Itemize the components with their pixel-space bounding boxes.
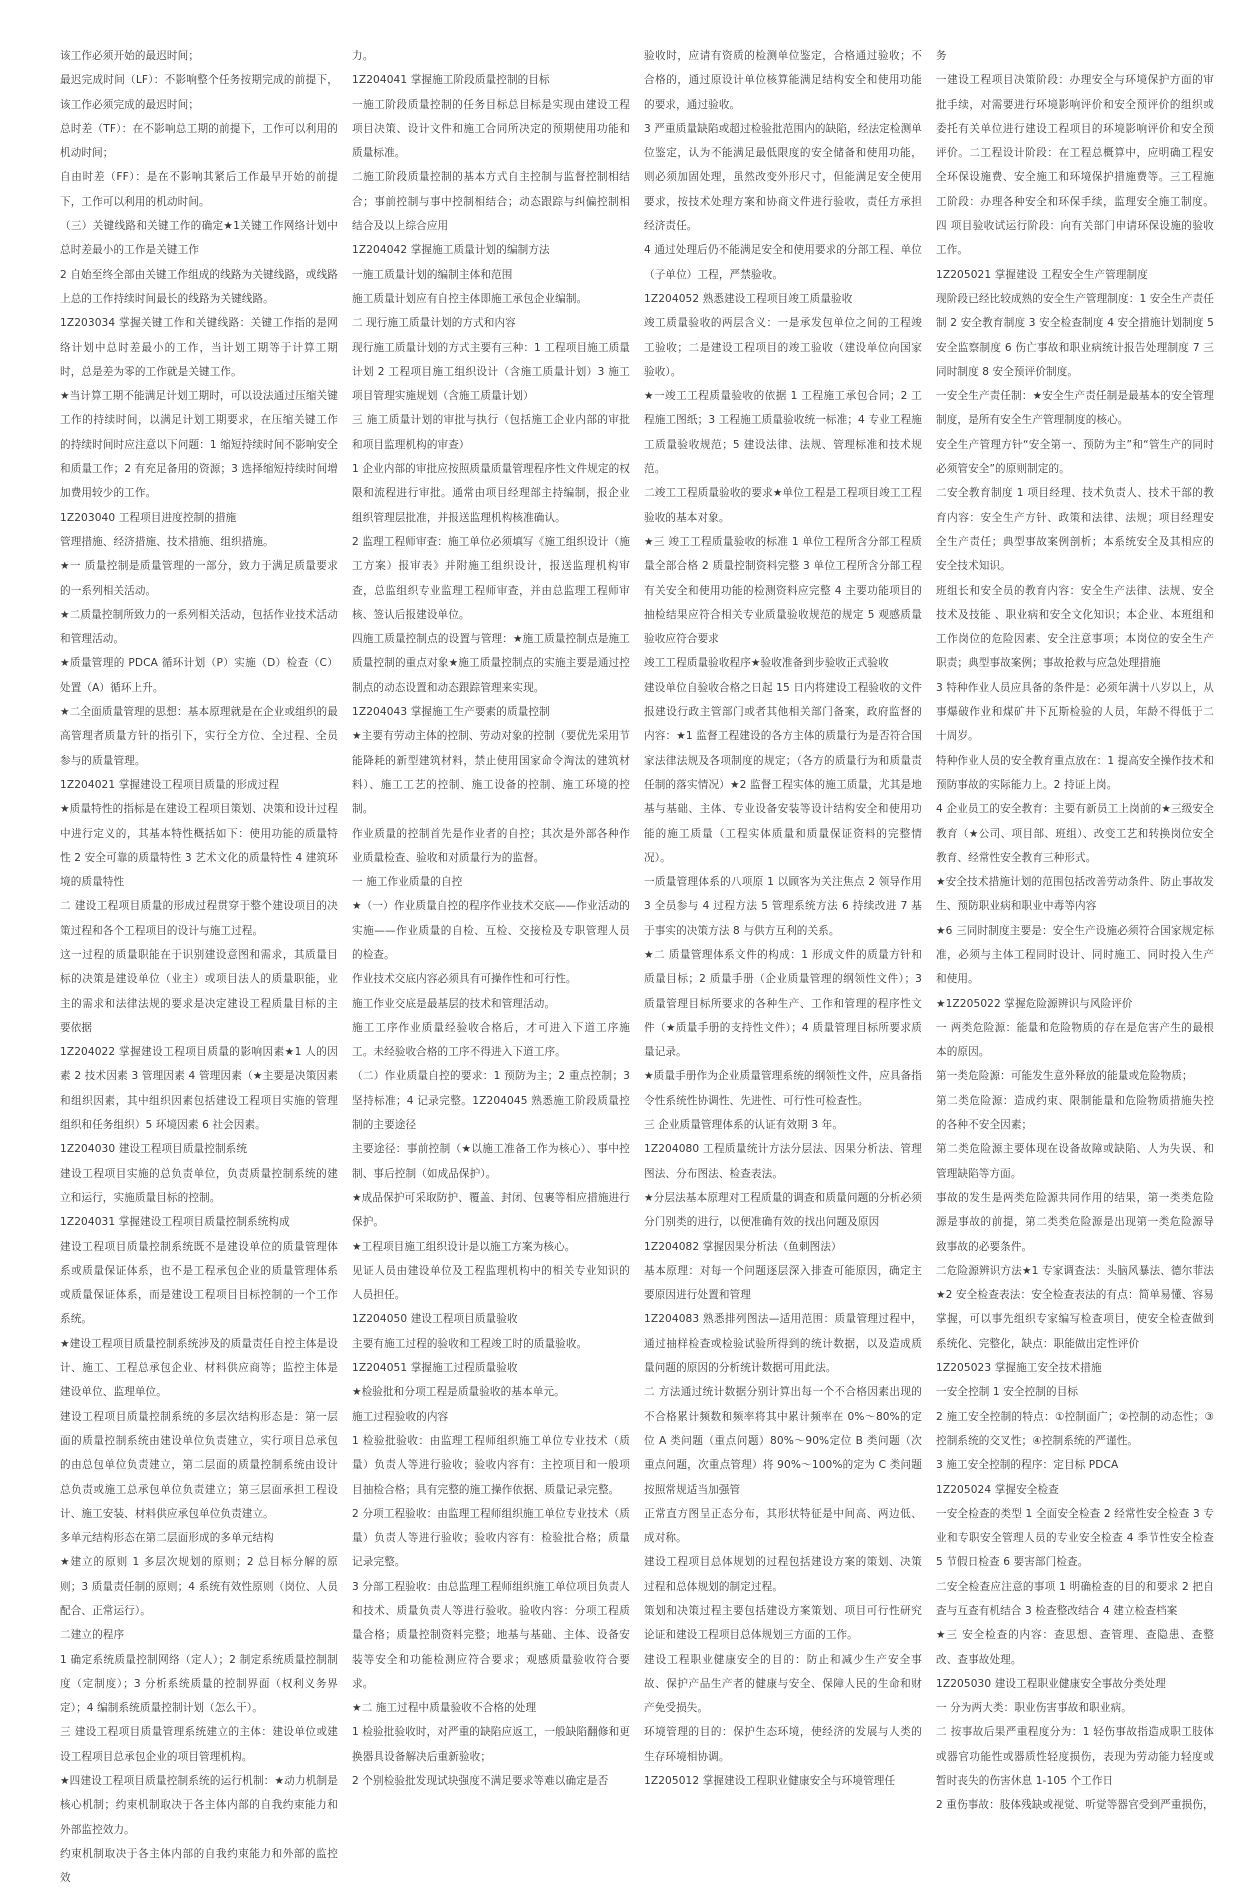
paragraph: 1Z204031 掌握建设工程项目质量控制系统构成 bbox=[60, 1216, 290, 1229]
paragraph: ★三 安全检查的内容：查思想、查管理、查隐患、查整改、查事故处理。 bbox=[936, 1629, 1214, 1666]
paragraph: 该工作必须开始的最迟时间； bbox=[60, 50, 200, 62]
paragraph: ★分层法基本原理对工程质量的调查和质量问题的分析必须分门别类的进行，以便准确有效的找出问题及原因 bbox=[644, 1191, 922, 1229]
paragraph: 作业质量的控制首先是作业者的自控；其次是外部各种作业质量检查、验收和对质量行为的监督。 bbox=[352, 827, 630, 864]
paragraph: 施工过程验收的内容 bbox=[352, 1410, 449, 1423]
paragraph: 第二类危险源：造成约束、限制能量和危险物质措施失控的各种不安全因素； bbox=[936, 1094, 1214, 1132]
paragraph: 自由时差（FF）：是在不影响其紧后工作最早开始的前提下，工作可以利用的机动时间。 bbox=[60, 171, 338, 208]
paragraph: ★四建设工程项目质量控制系统的运行机制：★动力机制是核心机制；约束机制取决于各主体内部的自我约束能力和外部监控效力。 bbox=[60, 1775, 338, 1836]
paragraph: ★安全技术措施计划的范围包括改善劳动条件、防止事故发生、预防职业病和职业中毒等内容 bbox=[936, 876, 1214, 913]
paragraph: 施工作业交底是最基层的技术和管理活动。 bbox=[352, 997, 556, 1010]
paragraph: 建设工程项目质量控制系统既不是建设单位的质量管理体系或质量保证体系，也不是工程承包企业的质量管理体系或质量保证体系，而是建设工程项目目标控制的一个工作系统。 bbox=[60, 1240, 338, 1326]
paragraph: 验收时，应请有资质的检测单位鉴定，合格通过验收；不合格的，通过原设计单位核算能满足结构安全和使用功能的要求，通过验收。 bbox=[644, 50, 922, 111]
paragraph: ★6 三同时制度主要是：安全生产设施必须符合国家规定标准，必须与主体工程同时设计、同时施工、同时投入生产和使用。 bbox=[936, 924, 1214, 986]
paragraph: ★二质量控制所致力的一系列相关活动，包括作业技术活动和管理活动。 bbox=[60, 608, 338, 646]
text-column-1 bbox=[60, 44, 338, 1885]
paragraph: 作业技术交底内容必须具有可操作性和可行性。 bbox=[352, 973, 577, 986]
paragraph: 3 特种作业人员应具备的条件是：必须年满十八岁以上，从事爆破作业和煤矿井下瓦斯检验的人员，年龄不得低于二十周岁。 bbox=[936, 681, 1214, 743]
paragraph: 建设工程项目总体规划的过程包括建设方案的策划、决策过程和总体规划的制定过程。 bbox=[644, 1556, 922, 1593]
paragraph: 2 个别检验批发现试块强度不满足要求等难以确定是否 bbox=[352, 1775, 609, 1788]
paragraph: 约束机制取决于各主体内部的自我约束能力和外部的监控效 bbox=[60, 1847, 338, 1885]
text-column-2 bbox=[352, 44, 630, 1788]
paragraph: 1Z204050 建设工程项目质量验收 bbox=[352, 1313, 518, 1326]
paragraph: 1Z204021 掌握建设工程项目质量的形成过程 bbox=[60, 778, 280, 791]
paragraph: ★当计算工期不能满足计划工期时，可以设法通过压缩关键工作的持续时间，以满足计划工期要求，在压缩关键工作的持续时间时应注意以下问题：1 缩短持续时间不影响安全和质量工作；2 有充足备用的资源；3 选择缩短持续时间增加费用较少的工作。 bbox=[60, 390, 338, 500]
paragraph: 事故的发生是两类危险源共同作用的结果，第一类类危险源是事故的前提，第二类类危险源是出现第一类危险源导致事故的必要条件。 bbox=[936, 1191, 1214, 1253]
paragraph: 2 自始至终全部由关键工作组成的线路为关键线路，或线路上总的工作持续时间最长的线路为关键线路。 bbox=[60, 268, 338, 305]
paragraph: 3 严重质量缺陷或超过检验批范围内的缺陷，经法定检测单位鉴定，认为不能满足最低限度的安全储备和使用功能，则必须加固处理，虽然改变外形尺寸，但能满足安全使用要求，按技术处理方案和协商文件进行验收，责任方承担经济责任。 bbox=[644, 122, 922, 233]
paragraph: 1 确定系统质量控制网络（定人）；2 制定系统质量控制制度（定制度）；3 分析系统质量的控制界面（权利义务界定）；4 编制系统质量控制计划（怎么干）。 bbox=[60, 1653, 338, 1715]
paragraph: 第一类危险源：可能发生意外释放的能量或危险物质； bbox=[936, 1070, 1193, 1083]
paragraph: 一施工质量计划的编制主体和范围 bbox=[352, 268, 513, 281]
paragraph: ★质量手册作为企业质量管理系统的纲领性文件，应具备指令性系统性协调性、先进性、可行性可检查性。 bbox=[644, 1070, 922, 1107]
paragraph: 一安全生产责任制：★安全生产责任制是最基本的安全管理制度，是所有安全生产管理制度的核心。 bbox=[936, 390, 1214, 427]
paragraph: 建设单位自验收合格之日起 15 日内将建设工程验收的文件报建设行政主管部门或者其他相关部门备案，政府监督的内容：★1 监督工程建设的各方主体的质量行为是否符合国家法律法规及各项制度的规定；（各方的质量行为和质量责任制的落实情况）★2 监督工程实体的施工质量，尤其是地基与基础、主体、专业设备安装等设计结构安全和使用功能的施工质量（工程实体质量和质量保证资料的完整情况）。 bbox=[644, 681, 922, 864]
paragraph: 4 通过处理后仍不能满足安全和使用要求的分部工程、单位（子单位）工程，严禁验收。 bbox=[644, 244, 922, 281]
paragraph: 1Z205030 建设工程职业健康安全事故分类处理 bbox=[936, 1677, 1166, 1690]
paragraph: 1Z205012 掌握建设工程职业健康安全与环境管理任 bbox=[644, 1775, 896, 1788]
paragraph: 1Z204043 掌握施工生产要素的质量控制 bbox=[352, 706, 550, 719]
paragraph: 策划和决策过程主要包括建设方案策划、项目可行性研究论证和建设工程项目总体规划三方面的工作。 bbox=[644, 1605, 922, 1642]
paragraph: 二安全检查应注意的事项 1 明确检查的目的和要求 2 把自查与互查有机结合 3 检查整改结合 4 建立检查档案 bbox=[936, 1580, 1214, 1617]
paragraph: ★成品保护可采取防护、覆盖、封闭、包裹等相应措施进行保护。 bbox=[352, 1191, 630, 1229]
paragraph: 现阶段已经比较成熟的安全生产管理制度：1 安全生产责任制 2 安全教育制度 3 安全检查制度 4 安全措施计划制度 5 安全监察制度 6 伤亡事故和职业病统计报告处理制度 7 三同时制度 8 安全预评价制度。 bbox=[936, 292, 1214, 378]
paragraph: 一质量管理体系的八项原 1 以顾客为关注焦点 2 领导作用 3 全员参与 4 过程方法 5 管理系统方法 6 持续改进 7 基于事实的决策方法 8 与供方互利的关系。 bbox=[644, 876, 922, 937]
paragraph: 一安全检查的类型 1 全面安全检查 2 经常性安全检查 3 专业和专职安全管理人员的专业安全检查 4 季节性安全检查 5 节假日检查 6 要害部门检查。 bbox=[936, 1507, 1214, 1569]
paragraph: 二 方法通过统计数据分别计算出每一个不合格因素出现的不合格累计频数和频率将其中累计频率在 0%～80%的定位 A 类问题（重点问题）80%～90%定位 B 类问题（次重点问题，次重点管理）将 90%～100%的定为 C 类问题按照常规适当加强管 bbox=[644, 1386, 922, 1496]
paragraph: ★三 竣工工程质量验收的标准 1 单位工程所含分部工程质量全部合格 2 质量控制资料完整 3 单位工程所含分部工程有关安全和使用功能的检测资料应完整 4 主要功能项目的抽检结果应符合相关专业质量验收规范的规定 5 观感质量验收应符合要求 bbox=[644, 535, 922, 646]
paragraph: 一建设工程项目决策阶段：办理安全与环境保护方面的审批手续，对需要进行环境影响评价和安全预评价的组织或委托有关单位进行建设工程项目的环境影响评价和安全预评价。二工程设计阶段：在工程总概算中，应明确工程安全环保设施费、安全施工和环境保护措施费等。三工程施工阶段：办理各种安全和环保手续，监理安全施工制度。四 项目验收试运行阶段：向有关部门申请环保设施的验收工作。 bbox=[936, 74, 1214, 257]
paragraph: 主要途径：事前控制（★以施工准备工作为核心）、事中控制、事后控制（如成品保护）。 bbox=[352, 1143, 630, 1180]
paragraph: 1Z204051 掌握施工过程质量验收 bbox=[352, 1362, 518, 1375]
paragraph: 二 建设工程项目质量的形成过程贯穿于整个建设项目的决策过程和各个工程项目的设计与施工过程。 bbox=[60, 900, 338, 937]
paragraph: 现行施工质量计划的方式主要有三种：1 工程项目施工质量计划 2 工程项目施工组织设计（含施工质量计划）3 施工项目管理实施规划（含施工质量计划） bbox=[352, 341, 630, 403]
paragraph: ★二全面质量管理的思想：基本原理就是在企业或组织的最高管理者质量方针的指引下，实行全方位、全过程、全员参与的质量管理。 bbox=[60, 706, 338, 767]
paragraph: ★工程项目施工组织设计是以施工方案为核心。 bbox=[352, 1240, 576, 1253]
paragraph: 1Z204083 熟悉排列图法—适用范围：质量管理过程中，通过抽样检查或检验试验所得到的统计数据，以及造成质量问题的原因的分析统计数据可用此法。 bbox=[644, 1313, 922, 1375]
paragraph: 二 按事故后果严重程度分为：1 轻伤事故指造成职工肢体或器官功能性或器质性轻度损伤，表现为劳动能力轻度或暂时丧失的伤害休息 1-105 个工作日 bbox=[936, 1726, 1214, 1788]
text-column-4 bbox=[936, 44, 1214, 1812]
paragraph: 建设工程项目质量控制系统的多层次结构形态是：第一层面的质量控制系统由建设单位负责建立，实行项目总承包的由总包单位负责建立，第二层面的质量控制系统由设计总负责或施工总承包单位负责建立；第三层面承担工程设计、施工安装、材料供应承包单位负责建立。 bbox=[60, 1410, 338, 1520]
paragraph: ★一竣工工程质量验收的依据 1 工程施工承包合同；2 工程施工图纸；3 工程施工质量验收统一标准；4 专业工程施工质量验收规范；5 建设法律、法规、管理标准和技术规范。 bbox=[644, 390, 922, 476]
paragraph: ★1Z205022 掌握危险源辨识与风险评价 bbox=[936, 997, 1133, 1010]
paragraph: 总时差（TF）：在不影响总工期的前提下，工作可以利用的机动时间； bbox=[60, 122, 338, 160]
paragraph: 1Z204080 工程质量统计方法分层法、因果分析法、管理图法、分布图法、检查表法。 bbox=[644, 1143, 922, 1180]
paragraph: 务 bbox=[936, 50, 947, 62]
paragraph: 3 施工安全控制的程序：定目标 PDCA bbox=[936, 1459, 1119, 1472]
paragraph: 2 重伤事故：肢体残缺或视觉、听觉等器官受到严重损伤， bbox=[936, 1799, 1214, 1812]
paragraph: 一 施工作业质量的自控 bbox=[352, 876, 463, 889]
paragraph: ★建立的原则 1 多层次规划的原则；2 总目标分解的原则；3 质量责任制的原则；4 系统有效性原则（岗位、人员配合、正常运行）。 bbox=[60, 1556, 338, 1617]
paragraph: ★检验批和分项工程是质量验收的基本单元。 bbox=[352, 1386, 565, 1399]
paragraph: 二危险源辨识方法★1 专家调查法：头脑风暴法、德尔菲法★2 安全检查表法：安全检查表法的有点：简单易懂、容易掌握，可以事先组织专家编写检查项目，使安全检查做到系统化、完整化，缺点：职能做出定性评价 bbox=[936, 1264, 1214, 1350]
paragraph: 二安全教育制度 1 项目经理、技术负责人、技术干部的教育内容：安全生产方针、政策和法律、法规；项目经理安全生产责任；典型事故案例剖析；本系统安全及其相应的安全技术知识。 bbox=[936, 487, 1214, 573]
paragraph: 1Z205024 掌握安全检查 bbox=[936, 1483, 1059, 1496]
paragraph: 2 分项工程验收：由监理工程师组织施工单位专业技术（质量）负责人等进行验收；验收内容有：检验批合格；质量记录完整。 bbox=[352, 1507, 630, 1569]
paragraph: 三 建设工程项目质量管理系统建立的主体：建设单位或建设工程项目总承包企业的项目管理机构。 bbox=[60, 1726, 338, 1763]
paragraph: 4 企业员工的安全教育：主要有新员工上岗前的★三级安全教育（★公司、项目部、班组）、改变工艺和转换岗位安全教育、经常性安全教育三种形式。 bbox=[936, 803, 1214, 864]
paragraph: ★质量特性的指标是在建设工程项目策划、决策和设计过程中进行定义的，其基本特性概括如下：使用功能的质量特性 2 安全可靠的质量特性 3 艺术文化的质量特性 4 建筑环境的质量特性 bbox=[60, 803, 338, 889]
paragraph: 1Z205023 掌握施工安全技术措施 bbox=[936, 1362, 1102, 1375]
paragraph: 二 现行施工质量计划的方式和内容 bbox=[352, 317, 516, 330]
paragraph: 施工工序作业质量经验收合格后，才可进入下道工序施工。未经验收合格的工序不得进入下道工序。 bbox=[352, 1021, 630, 1059]
paragraph: 一 两类危险源：能量和危险物质的存在是危害产生的最根本的原因。 bbox=[936, 1021, 1214, 1059]
text-column-3 bbox=[644, 44, 922, 1788]
paragraph: 二竣工工程质量验收的要求★单位工程是工程项目竣工工程验收的基本对象。 bbox=[644, 487, 922, 524]
paragraph: 安全生产管理方针“安全第一、预防为主”和“管生产的同时必须管安全”的原则制定的。 bbox=[936, 438, 1214, 476]
paragraph: 一施工阶段质量控制的任务目标总目标是实现由建设工程项目决策、设计文件和施工合同所决定的预期使用功能和质量标准。 bbox=[352, 98, 630, 160]
paragraph: 三 企业质量管理体系的认证有效期 3 年。 bbox=[644, 1119, 844, 1132]
paragraph: 建设工程职业健康安全的目的：防止和减少生产安全事故、保护产品生产者的健康与安全、保障人民的生命和财产免受损失。 bbox=[644, 1653, 922, 1715]
paragraph: 1Z204022 掌握建设工程项目质量的影响因素★1 人的因素 2 技术因素 3 管理因素 4 管理因素（★主要是决策因素和组织因素，其中组织因素包括建设工程项目实施的管理组织和任务组织）5 环境因素 6 社会因素。 bbox=[60, 1046, 338, 1132]
paragraph: 竣工质量验收的两层含义：一是承发包单位之间的工程竣工验收；二是建设工程项目的竣工验收（建设单位向国家验收）。 bbox=[644, 317, 922, 378]
paragraph: 3 分部工程验收：由总监理工程师组织施工单位项目负责人和技术、质量负责人等进行验收。验收内容：分项工程质量合格；质量控制资料完整；地基与基础、主体、设备安装等安全和功能检测应符合要求；观感质量验收符合要求。 bbox=[352, 1580, 630, 1690]
document-page bbox=[60, 44, 1250, 1885]
paragraph: 管理措施、经济措施、技术措施、组织措施。 bbox=[60, 535, 274, 548]
paragraph: 一 分为两大类：职业伤害事故和职业病。 bbox=[936, 1702, 1132, 1715]
paragraph: 1Z203034 掌握关键工作和关键线路：关键工作指的是网络计划中总时差最小的工作，当计划工期等于计算工期时，总是差为零的工作就是关键工作。 bbox=[60, 317, 338, 378]
paragraph: 二建立的程序 bbox=[60, 1629, 125, 1642]
paragraph: 二施工阶段质量控制的基本方式自主控制与监督控制相结合；事前控制与事中控制相结合；动态跟踪与纠偏控制相结合及以上综合应用 bbox=[352, 171, 630, 233]
paragraph: 2 监理工程师审查：施工单位必须填写《施工组织设计（施工方案）报审表》并附施工组织设计，报送监理机构审查，总监组织专业监理工程师审查，并由总监理工程师审核、签认后报建设单位。 bbox=[352, 535, 630, 621]
paragraph: ★建设工程项目质量控制系统涉及的质量责任自控主体是设计、施工、工程总承包企业、材料供应商等；监控主体是建设单位、监理单位。 bbox=[60, 1337, 338, 1399]
paragraph: ★一 质量控制是质量管理的一部分，致力于满足质量要求的一系列相关活动。 bbox=[60, 560, 338, 597]
paragraph: 1Z204041 掌握施工阶段质量控制的目标 bbox=[352, 74, 550, 87]
paragraph: 环境管理的目的：保护生态环境，使经济的发展与人类的生存环境相协调。 bbox=[644, 1726, 922, 1763]
paragraph: ★质量管理的 PDCA 循环计划（P）实施（D）检查（C）处置（A）循环上升。 bbox=[60, 657, 338, 694]
paragraph: 一安全控制 1 安全控制的目标 bbox=[936, 1386, 1079, 1399]
paragraph: 正常直方图呈正态分布，其形状特征是中间高、两边低、成对称。 bbox=[644, 1507, 922, 1545]
paragraph: 1Z204030 建设工程项目质量控制系统 bbox=[60, 1143, 248, 1156]
paragraph: 最迟完成时间（LF）：不影响整个任务按期完成的前提下，该工作必须完成的最迟时间； bbox=[60, 74, 338, 111]
paragraph: 施工质量计划应有自控主体即施工承包企业编制。 bbox=[352, 292, 588, 305]
paragraph: 1 企业内部的审批应按照质量质量管理程序性文件规定的权限和流程进行审批。通常由项目经理部主持编制，报企业组织管理层批准，并报送监理机构核准确认。 bbox=[352, 463, 630, 524]
paragraph: 竣工工程质量验收程序★验收准备到步验收正式验收 bbox=[644, 657, 889, 670]
paragraph: 力。 bbox=[352, 50, 374, 62]
paragraph: 1Z203040 工程项目进度控制的措施 bbox=[60, 511, 237, 524]
paragraph: （三）关键线路和关键工作的确定★1关键工作网络计划中总时差最小的工作是关键工作 bbox=[60, 220, 338, 257]
paragraph: ★二 质量管理体系文件的构成：1 形成文件的质量方针和质量目标；2 质量手册（企业质量管理的纲领性文件）；3 质量管理目标所要求的各种生产、工作和管理的程序性文件（★质量手册的支持性文件）；4 质量管理目标所要求质量记录。 bbox=[644, 948, 922, 1059]
paragraph: 特种作业人员的安全教育重点放在：1 提高安全操作技术和预防事故的实际能力上。2 持证上岗。 bbox=[936, 754, 1214, 791]
paragraph: 1Z204042 掌握施工质量计划的编制方法 bbox=[352, 244, 550, 257]
paragraph: 三 施工质量计划的审批与执行（包括施工企业内部的审批和项目监理机构的审查） bbox=[352, 414, 630, 451]
paragraph: 第二类危险源主要体现在设备故障或缺陷、人为失误、和管理缺陷等方面。 bbox=[936, 1143, 1214, 1180]
paragraph: ★（一）作业质量自控的程序作业技术交底——作业活动的实施——作业质量的自检、互检、交接检及专职管理人员的检查。 bbox=[352, 900, 630, 961]
paragraph: 2 施工安全控制的特点：①控制面广；②控制的动态性；③控制系统的交叉性；④控制系统的严谨性。 bbox=[936, 1410, 1214, 1447]
paragraph: ★二 施工过程中质量验收不合格的处理 bbox=[352, 1702, 537, 1715]
paragraph: 这一过程的质量职能在于识别建设意图和需求，其质量目标的决策是建设单位（业主）或项目法人的质量职能，业主的需求和法律法规的要求是决定建设工程质量目标的主要依据 bbox=[60, 948, 338, 1034]
paragraph: 1Z205021 掌握建设 工程安全生产管理制度 bbox=[936, 268, 1148, 281]
paragraph: 多单元结构形态在第二层面形成的多单元结构 bbox=[60, 1532, 274, 1545]
paragraph: 1 检验批验收时，对严重的缺陷应返工，一般缺陷翻修和更换器具设备解决后重新验收； bbox=[352, 1726, 630, 1763]
paragraph: 四施工质量控制点的设置与管理：★施工质量控制点是施工质量控制的重点对象★施工质量控制点的实施主要是通过控制点的动态设置和动态跟踪管理来实现。 bbox=[352, 633, 630, 694]
paragraph: 班组长和安全员的教育内容：安全生产法律、法规、安全技术及技能 、职业病和安全文化知识；本企业、本班组和工作岗位的危险因素、安全注意事项；本岗位的安全生产职责；典型事故案例；事故抢救与应急处理措施 bbox=[936, 584, 1214, 670]
paragraph: 建设工程项目实施的总负责单位，负责质量控制系统的建立和运行，实施质量目标的控制。 bbox=[60, 1167, 338, 1204]
paragraph: 1 检验批验收：由监理工程师组织施工单位专业技术（质量）负责人等进行验收；验收内容有：主控项目和一般项目抽检合格；具有完整的施工操作依据、质量记录完整。 bbox=[352, 1434, 630, 1496]
paragraph: （二）作业质量自控的要求：1 预防为主；2 重点控制；3 坚持标准；4 记录完整。1Z204045 熟悉施工阶段质量控制的主要途径 bbox=[352, 1070, 630, 1132]
paragraph: 主要有施工过程的验收和工程竣工时的质量验收。 bbox=[352, 1337, 588, 1350]
paragraph: 1Z204052 熟悉建设工程项目竣工质量验收 bbox=[644, 292, 853, 305]
paragraph: 1Z204082 掌握因果分析法（鱼刺图法） bbox=[644, 1240, 842, 1253]
paragraph: 见证人员由建设单位及工程监理机构中的相关专业知识的人员担任。 bbox=[352, 1264, 630, 1302]
paragraph: 基本原理：对每一个问题逐层深入排查可能原因，确定主要原因进行处置和管理 bbox=[644, 1264, 922, 1302]
paragraph: ★主要有劳动主体的控制、劳动对象的控制（要优先采用节能降耗的新型建筑材料，禁止使用国家命令淘汰的建筑材料）、施工工艺的控制、施工设备的控制、施工环境的控制。 bbox=[352, 730, 630, 816]
